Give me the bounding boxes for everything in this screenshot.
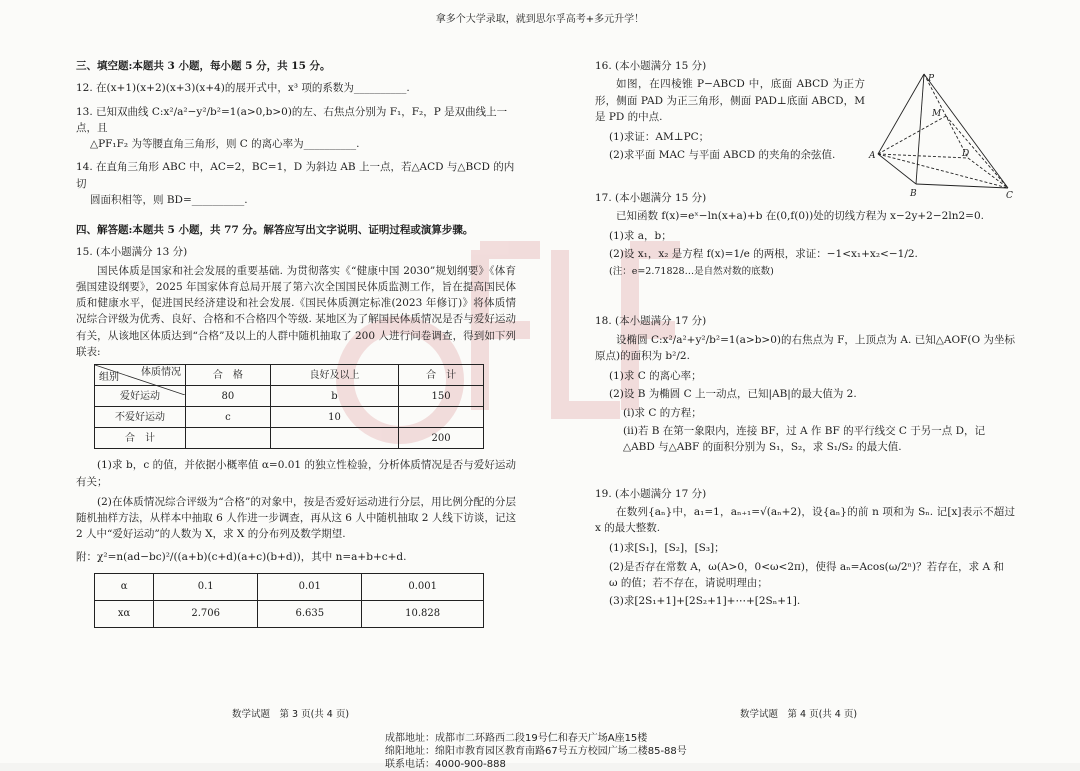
table-cell: 不爱好运动 bbox=[95, 407, 186, 428]
question-17-body: 已知函数 f(x)=eˣ−ln(x+a)+b 在(0,f(0))处的切线方程为 x−2y+2−2ln2=0. bbox=[616, 209, 984, 222]
question-17-part2: (2)设 x₁，x₂ 是方程 f(x)=1/e 的两根，求证：−1<x₁+x₂<−1/2. bbox=[609, 248, 918, 261]
label-A: A bbox=[869, 151, 876, 161]
contact-address bbox=[385, 732, 687, 771]
contact-phone: 联系电话：4000-900-888 bbox=[385, 759, 506, 770]
table-cell: 6.635 bbox=[258, 600, 362, 627]
question-17-note: (注：e=2.71828…是自然对数的底数) bbox=[609, 265, 774, 277]
question-19-body: 在数列{aₙ}中，a₁=1，aₙ₊₁=√(aₙ+2)，设{aₙ}的前 n 项和为 Sₙ. 记[x]表示不超过 x 的最大整数. bbox=[595, 505, 1015, 535]
table-cell: 150 bbox=[399, 386, 484, 407]
table-header-cell: 合 格 bbox=[186, 365, 271, 386]
question-19-title: 19. (本小题满分 17 分) bbox=[595, 487, 707, 500]
header-top-label: 体质情况 bbox=[141, 367, 181, 379]
question-15-body: 国民体质是国家和社会发展的重要基础. 为贯彻落实《“健康中国 2030”规划纲要》《体育强国建设纲要》，2025 年国家体育总局开展了第六次全国国民体质监测工作，旨在提高国民体质和健康水平，促进国民经济建设和社会发展.《国民体质测定标准(2023 年修订)》将体质情况综合评级为优秀、良好、合格和不合格四个等级. 某地区为了解国民体质情况是否与爱好运动有关，从该地区体质达到“合格”及以上的人群中随机抽取了 200 人进行问卷调查，得到如下列联表: bbox=[76, 264, 516, 358]
question-18-body: 设椭圆 C:x²/a²+y²/b²=1(a>b>0)的右焦点为 F，上顶点为 A. 已知△AOF(O 为坐标原点)的面积为 b²/2. bbox=[595, 333, 1015, 362]
question-16-body: 如图，在四棱锥 P−ABCD 中，底面 ABCD 为正方形，侧面 PAD 为正三角形，侧面 PAD⊥底面 ABCD，M 是 PD 的中点. bbox=[595, 78, 865, 123]
label-M: M bbox=[932, 109, 942, 119]
header-bottom-label: 组别 bbox=[99, 371, 119, 383]
table-cell bbox=[399, 407, 484, 428]
diagonal-header-cell bbox=[95, 365, 186, 386]
question-15-title: 15. (本小题满分 13 分) bbox=[76, 246, 188, 259]
question-19-part2: (2)是否存在常数 A，ω(A>0，0<ω<2π)，使得 aₙ=Acos(ω/2ⁿ)？若存在，求 A 和 ω 的值；若不存在，请说明理由； bbox=[609, 560, 1004, 589]
table-cell: 0.1 bbox=[154, 573, 258, 600]
table-cell: α bbox=[95, 573, 154, 600]
question-16-part1: (1)求证：AM⊥PC； bbox=[609, 131, 710, 144]
question-14-line2: 圆面积相等，则 BD=__________. bbox=[90, 193, 248, 206]
contingency-table bbox=[94, 364, 484, 449]
address-chengdu: 成都地址：成都市二环路西二段19号仁和春天广场A座15楼 bbox=[385, 733, 648, 744]
table-cell: xα bbox=[95, 600, 154, 627]
table-cell: c bbox=[186, 407, 271, 428]
question-19-part1: (1)求[S₁]，[S₂]，[S₃]； bbox=[609, 542, 725, 555]
left-column bbox=[76, 58, 516, 628]
question-15-part1: (1)求 b，c 的值，并依据小概率值 α=0.01 的独立性检验，分析体质情况是否与爱好运动有关； bbox=[76, 459, 516, 488]
table-header-cell: 合 计 bbox=[399, 365, 484, 386]
pyramid-figure bbox=[868, 72, 1018, 200]
question-16-part2: (2)求平面 MAC 与平面 ABCD 的夹角的余弦值. bbox=[609, 149, 836, 162]
section-3-heading: 三、填空题:本题共 3 小题，每小题 5 分，共 15 分。 bbox=[76, 60, 331, 72]
question-13-line1: 13. 已知双曲线 C:x²/a²−y²/b²=1(a>0,b>0)的左、右焦点分别为 F₁，F₂，P 是双曲线上一点，且 bbox=[76, 105, 508, 134]
question-18-title: 18. (本小题满分 17 分) bbox=[595, 315, 707, 328]
top-banner: 拿多个大学录取，就到思尔孚高考+多元升学！ bbox=[435, 14, 645, 25]
table-cell: 200 bbox=[399, 428, 484, 449]
page-footer-left: 数学试题 第 3 页(共 4 页) bbox=[232, 709, 350, 720]
table-row bbox=[95, 428, 484, 449]
label-P: P bbox=[928, 74, 935, 84]
question-18-part2-ii: (ii)若 B 在第一象限内，连接 BF，过 A 作 BF 的平行线交 C 于另一点 D，记△ABD 与△ABF 的面积分别为 S₁，S₂，求 S₁/S₂ 的最大值. bbox=[623, 424, 986, 454]
table-header-cell: 良好及以上 bbox=[270, 365, 398, 386]
question-17-title: 17. (本小题满分 15 分) bbox=[595, 191, 707, 204]
table-cell: 0.001 bbox=[362, 573, 484, 600]
question-18-part1: (1)求 C 的离心率； bbox=[609, 370, 702, 383]
table-cell: 10.828 bbox=[362, 600, 484, 627]
table-row bbox=[95, 365, 484, 386]
table-cell bbox=[186, 428, 271, 449]
table-cell bbox=[270, 428, 398, 449]
table-row bbox=[95, 600, 484, 627]
table-cell: 10 bbox=[270, 407, 398, 428]
address-mianyang: 绵阳地址：绵阳市教育园区教育南路67号五方校园广场二楼85-88号 bbox=[385, 746, 687, 757]
table-cell: 合 计 bbox=[95, 428, 186, 449]
question-18-part2: (2)设 B 为椭圆 C 上一动点，已知|AB|的最大值为 2. bbox=[609, 388, 857, 401]
chi-square-formula: 附：χ²=n(ad−bc)²/((a+b)(c+d)(a+c)(b+d))，其中 n=a+b+c+d. bbox=[76, 550, 407, 563]
table-cell: 0.01 bbox=[258, 573, 362, 600]
page-footer-right: 数学试题 第 4 页(共 4 页) bbox=[740, 709, 858, 720]
question-13 bbox=[76, 104, 516, 153]
section-4-heading: 四、解答题:本题共 5 小题，共 77 分。解答应写出文字说明、证明过程或演算步骤。 bbox=[76, 224, 474, 237]
question-12: 12. 在(x+1)(x+2)(x+3)(x+4)的展开式中，x³ 项的系数为__________. bbox=[76, 82, 410, 95]
question-14-line1: 14. 在直角三角形 ABC 中，AC=2，BC=1，D 为斜边 AB 上一点，若△ACD 与△BCD 的内切 bbox=[76, 161, 515, 190]
question-14 bbox=[76, 159, 516, 208]
label-D: D bbox=[962, 149, 970, 159]
question-19-part3: (3)求[2S₁+1]+[2S₂+1]+⋯+[2Sₙ+1]. bbox=[609, 595, 801, 608]
table-cell: 2.706 bbox=[154, 600, 258, 627]
table-cell: 80 bbox=[186, 386, 271, 407]
question-13-line2: △PF₁F₂ 为等腰直角三角形，则 C 的离心率为__________. bbox=[90, 138, 360, 151]
question-15-part2: (2)在体质情况综合评级为“合格”的对象中，按是否爱好运动进行分层，用比例分配的分层随机抽样方法，从样本中抽取 6 人作进一步调查，再从这 6 人中随机抽取 2 人线下访谈，记这 2 人中“爱好运动”的人数为 X，求 X 的分布列及数学期望. bbox=[76, 495, 516, 541]
question-18-part2-i: (i)求 C 的方程； bbox=[623, 406, 702, 419]
table-cell: 爱好运动 bbox=[95, 386, 186, 407]
question-16-title: 16. (本小题满分 15 分) bbox=[595, 60, 707, 72]
label-C: C bbox=[1006, 191, 1013, 200]
question-17-part1: (1)求 a，b； bbox=[609, 230, 672, 243]
table-cell: b bbox=[270, 386, 398, 407]
table-row bbox=[95, 573, 484, 600]
critical-value-table bbox=[94, 573, 484, 628]
table-row bbox=[95, 407, 484, 428]
label-B: B bbox=[910, 189, 917, 199]
